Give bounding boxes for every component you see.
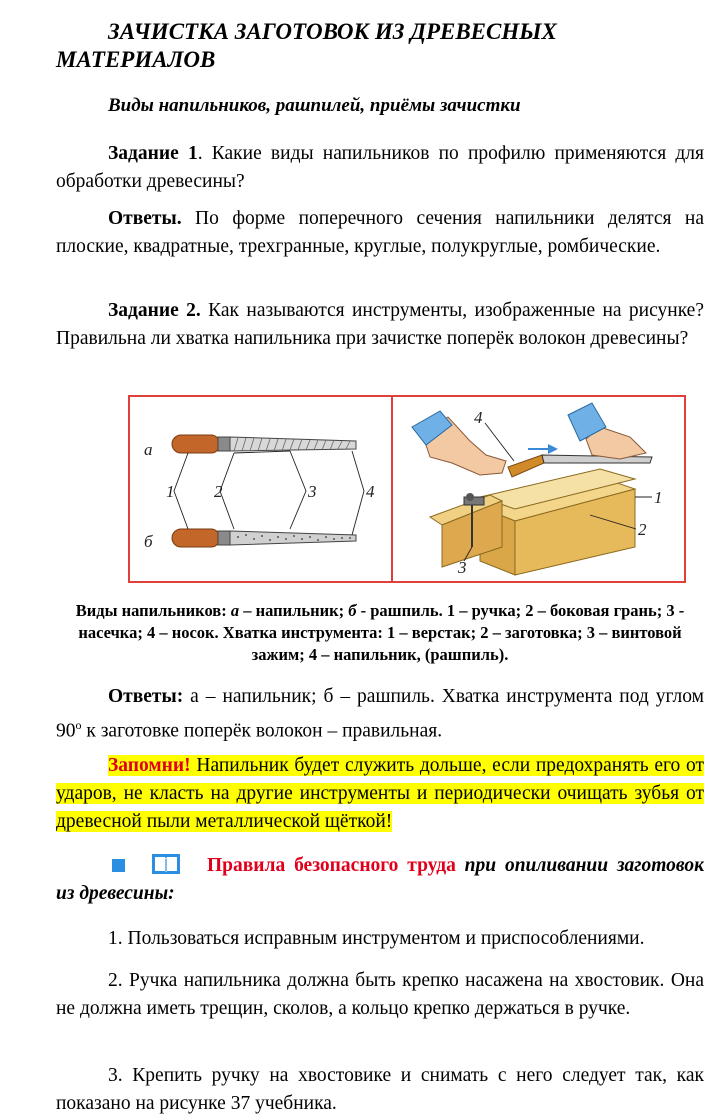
- rule-item-2: [56, 967, 704, 1023]
- figure-caption: [56, 600, 704, 666]
- leader-lines-left: [174, 451, 364, 535]
- square-bullet-icon: [112, 859, 125, 872]
- answer-2-text-after: к заготовке поперёк волокон – правильная.: [81, 720, 443, 742]
- answer-2-text-before: а – напильник; б – рашпиль. Хватка инструмента под углом 90: [56, 686, 704, 742]
- remember-label: Запомни!: [108, 755, 191, 776]
- task-2: [56, 297, 704, 353]
- rules-heading: [56, 852, 704, 908]
- label-left-3: 3: [308, 482, 317, 501]
- answer-1-label: Ответы.: [108, 208, 182, 229]
- label-right-1: 1: [654, 488, 663, 507]
- answer-2-label: Ответы:: [108, 686, 184, 707]
- remember-text: Напильник будет служить дольше, если предохранять его от ударов, не класть на другие инструменты и периодически очищать зубья от древесной пыли металлической щёткой!: [56, 755, 704, 832]
- caption-part-2: – напильник;: [239, 601, 349, 620]
- label-left-1: 1: [166, 482, 175, 501]
- task-1: [56, 140, 704, 196]
- rule-item-1: [56, 925, 704, 953]
- task-1-label: Задание 1: [108, 143, 198, 164]
- label-left-4: 4: [366, 482, 375, 501]
- label-right-2: 2: [638, 520, 647, 539]
- label-left-2: 2: [214, 482, 223, 501]
- answer-1: [56, 205, 704, 261]
- figure-illustration: [130, 397, 688, 585]
- book-icon: [151, 853, 181, 875]
- caption-b: б: [348, 601, 357, 620]
- caption-part-3: - рашпиль. 1 – ручка; 2 – боковая грань; 3 - насечка; 4 – носок. Хватка инструмента: 1 – верстак; 2 – заготовка; 3 – винтовой зажим; 4 – напильник, (рашпиль).: [78, 601, 685, 664]
- rule-item-2-text: 2. Ручка напильника должна быть крепко насажена на хвостовик. Она не должна иметь трещин, сколов, а кольцо крепко держаться в ручке.: [56, 970, 704, 1019]
- task-1-text: . Какие виды напильников по профилю применяются для обработки древесины?: [56, 143, 704, 192]
- file-types-figure: [128, 395, 686, 583]
- answer-1-text: По форме поперечного сечения напильники делятся на плоские, квадратные, трехгранные, круглые, полукруглые, ромбические.: [56, 208, 704, 257]
- remember-note: [56, 752, 704, 836]
- rule-item-3: [56, 1062, 704, 1118]
- caption-a: а: [230, 601, 240, 620]
- task-2-label: Задание 2.: [108, 300, 201, 321]
- rasp-drawing: [172, 529, 356, 547]
- answer-2: [56, 683, 704, 746]
- rules-heading-red: Правила безопасного труда: [207, 855, 456, 876]
- rules-heading-rest: при опиливании заготовок из древесины:: [56, 855, 704, 904]
- label-right-3: 3: [458, 558, 467, 577]
- section-subtitle: Виды напильников, рашпилей, приёмы зачистки: [108, 95, 521, 116]
- label-a: а: [144, 440, 153, 459]
- label-right-4: 4: [474, 408, 483, 427]
- rule-item-3-text: 3. Крепить ручку на хвостовике и снимать с него следует так, как показано на рисунке 37 учебника.: [56, 1065, 704, 1114]
- direction-arrow: [528, 444, 558, 454]
- label-b: б: [144, 532, 153, 551]
- caption-part-1: Виды напильников:: [75, 601, 231, 620]
- page-title: ЗАЧИСТКА ЗАГОТОВОК ИЗ ДРЕВЕСНЫХ МАТЕРИАЛОВ: [56, 19, 557, 72]
- task-2-text: Как называются инструменты, изображенные на рисунке? Правильна ли хватка напильника при зачистке поперёк волокон древесины?: [56, 300, 704, 349]
- degree-sup: o: [75, 718, 82, 732]
- file-drawing: [172, 435, 356, 453]
- rule-item-1-text: 1. Пользоваться исправным инструментом и приспособлениями.: [108, 928, 645, 949]
